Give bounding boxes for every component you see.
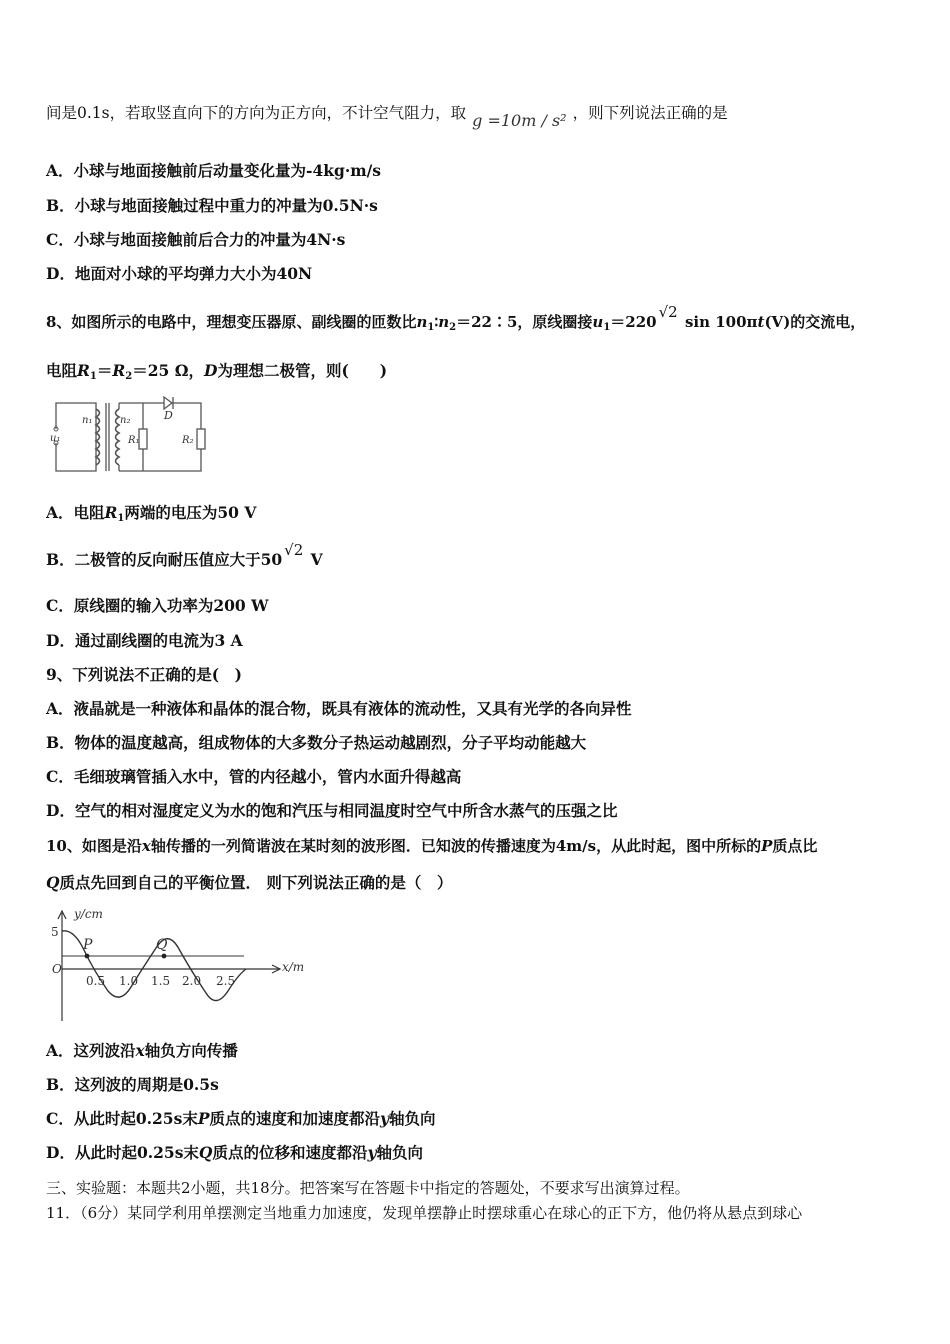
point-p xyxy=(85,954,90,959)
x-tick-1-5: 1.5 xyxy=(151,974,171,988)
y-tick-5: 5 xyxy=(51,925,59,939)
x-tick-1-0: 1.0 xyxy=(119,974,139,988)
origin-label: O xyxy=(52,962,62,976)
x-tick-2-0: 2.0 xyxy=(182,974,202,988)
label-r1: R₁ xyxy=(128,435,140,446)
q7-option-d: D．地面对小球的平均弹力大小为40N xyxy=(46,264,313,283)
x-tick-0-5: 0.5 xyxy=(86,974,106,988)
q10-option-b: B．这列波的周期是0.5s xyxy=(46,1075,219,1094)
q9-stem: 9、下列说法不正确的是( ) xyxy=(46,665,242,684)
q7-option-b: B．小球与地面接触过程中重力的冲量为0.5N·s xyxy=(46,196,378,215)
q8-option-c: C．原线圈的输入功率为200 W xyxy=(46,596,269,615)
section-3-heading: 三、实验题：本题共2小题，共18分。把答案写在答题卡中指定的答题处，不要求写出演算过程。 xyxy=(46,1179,690,1197)
label-p: P xyxy=(83,937,93,953)
label-n1: n₁ xyxy=(82,415,93,426)
gravity-formula: g =10m / s² xyxy=(472,111,567,130)
q10-option-c: C．从此时起0.25s末P质点的速度和加速度都沿y轴负向 xyxy=(46,1109,436,1128)
intro-text-after: ，则下列说法正确的是 xyxy=(572,104,728,122)
q10-stem-line1: 10、如图是沿x轴传播的一列简谐波在某时刻的波形图．已知波的传播速度为4m/s，从此时起，图中所标的P质点比 xyxy=(46,837,818,855)
q10-option-a: A．这列波沿x轴负方向传播 xyxy=(46,1041,238,1060)
transformer-circuit-figure xyxy=(46,393,216,481)
label-q: Q xyxy=(156,937,168,953)
x-axis-label: x/m xyxy=(282,960,305,974)
q8-option-d: D．通过副线圈的电流为3 A xyxy=(46,631,243,650)
q9-option-b: B．物体的温度越高，组成物体的大多数分子热运动越剧烈，分子平均动能越大 xyxy=(46,733,587,752)
sqrt-two: √2 xyxy=(658,303,678,321)
q8-option-a: A．电阻$R_1$两端的电压为50 V xyxy=(46,503,257,524)
point-q xyxy=(162,954,167,959)
q9-option-a: A．液晶就是一种液体和晶体的混合物，既具有液体的流动性，又具有光学的各向异性 xyxy=(46,699,632,718)
q7-option-c: C．小球与地面接触前后合力的冲量为4N·s xyxy=(46,230,346,249)
q8-option-b: B．二极管的反向耐压值应大于50 √2 V xyxy=(46,541,323,569)
label-n2: n₂ xyxy=(120,415,131,426)
intro-line xyxy=(46,103,728,130)
q7-option-a: A．小球与地面接触前后动量变化量为-4kg·m/s xyxy=(46,161,382,180)
label-u1: u₁ xyxy=(50,433,61,444)
intro-text-before: 间是0.1s，若取竖直向下的方向为正方向，不计空气阻力，取 xyxy=(46,104,467,122)
q8-stem-line2: 电阻$R_1=R_2=25$ Ω，D为理想二极管，则( ) xyxy=(46,361,388,382)
q11-stem: 11．（6分）某同学利用单摆测定当地重力加速度，发现单摆静止时摆球重心在球心的正下方，他仍将从悬点到球心 xyxy=(46,1204,803,1222)
y-axis-label: y/cm xyxy=(74,907,103,921)
q9-option-c: C．毛细玻璃管插入水中，管的内径越小，管内水面升得越高 xyxy=(46,767,462,786)
q10-option-d: D．从此时起0.25s末Q质点的位移和速度都沿y轴负向 xyxy=(46,1143,423,1162)
wave-graph-figure xyxy=(46,903,311,1028)
x-tick-2-5: 2.5 xyxy=(216,974,236,988)
label-r2: R₂ xyxy=(182,435,194,446)
q10-stem-line2: Q质点先回到自己的平衡位置． 则下列说法正确的是（ ） xyxy=(46,873,453,892)
label-diode: D xyxy=(164,409,173,422)
q9-option-d: D．空气的相对湿度定义为水的饱和汽压与相同温度时空气中所含水蒸气的压强之比 xyxy=(46,801,618,820)
q8-stem-line1: 8、如图所示的电路中，理想变压器原、副线圈的匝数比$n_1∶n_2=22∶5$，原线圈接$u_1=220√2$ sin 100πt(V)的交流电， xyxy=(46,303,866,333)
